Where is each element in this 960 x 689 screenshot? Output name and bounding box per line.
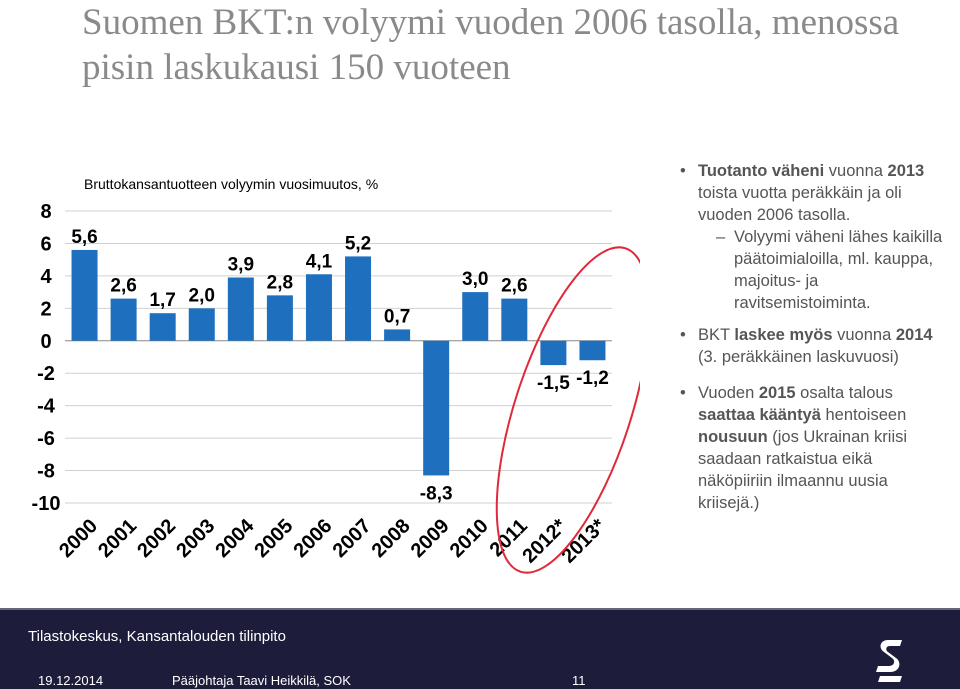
y-tick-label: 2 <box>40 298 52 321</box>
bar <box>189 308 215 340</box>
bar <box>150 313 176 341</box>
footer-date: 19.12.2014 <box>38 673 104 688</box>
bullet-text: (jos Ukrainan kriisi saadaan ratkaistua eikä näköpiiriin ilmaannu uusia kriisejä.) <box>698 428 908 512</box>
x-tick-label: 2002 <box>133 514 181 563</box>
x-tick-label: 2000 <box>55 514 103 563</box>
data-label: 2,6 <box>110 275 137 297</box>
data-label: 4,1 <box>305 251 333 273</box>
data-label: 3,0 <box>462 269 489 291</box>
bullet-text: 2013 <box>887 162 925 180</box>
y-tick-label: -6 <box>37 428 55 451</box>
bullet-text: (3. peräkkäinen laskuvuosi) <box>698 348 899 366</box>
bullet-text: toista vuotta peräkkäin ja oli vuoden 2006 tasolla. <box>698 184 902 224</box>
data-label: 2,0 <box>188 285 215 307</box>
bar <box>423 341 449 476</box>
bullet-text: vuonna <box>824 162 888 180</box>
x-tick-label: 2003 <box>172 514 220 563</box>
y-tick-label: -8 <box>37 460 55 483</box>
footer-presenter: Pääjohtaja Taavi Heikkilä, SOK <box>172 673 351 688</box>
page-title <box>82 0 942 90</box>
page-number: 11 <box>572 673 586 688</box>
title-line-2: pisin laskukausi 150 vuoteen <box>82 47 511 88</box>
bullet-item <box>680 324 950 368</box>
sok-s-logo-icon <box>872 636 908 686</box>
data-label: 5,2 <box>344 233 372 255</box>
x-tick-label: 2004 <box>211 514 259 563</box>
x-tick-label: 2007 <box>328 514 376 563</box>
bar <box>384 329 410 340</box>
bullet-text: hentoiseen <box>820 406 907 424</box>
bullet-text: 2015 <box>758 384 796 402</box>
footer-divider <box>0 608 960 610</box>
bar <box>540 341 566 365</box>
data-label: -8,3 <box>419 483 453 505</box>
bar <box>579 341 605 360</box>
bar <box>111 299 137 341</box>
y-tick-label: -10 <box>31 493 61 515</box>
bullet-text: saattaa kääntyä <box>698 406 821 424</box>
x-tick-label: 2008 <box>367 514 415 563</box>
bullet-item <box>680 160 950 226</box>
y-tick-label: 0 <box>40 330 52 353</box>
sub-bullet <box>680 226 950 314</box>
chart-title: Bruttokansantuotteen volyymin vuosimuutos, % <box>84 176 379 192</box>
bullet-text: vuonna <box>832 326 896 344</box>
bar <box>462 292 488 341</box>
x-tick-label: 2012* <box>518 514 571 568</box>
bar <box>267 295 293 340</box>
y-tick-label: 8 <box>40 201 52 223</box>
bullet-item <box>680 382 950 514</box>
bar <box>228 278 254 341</box>
bullet-list <box>680 160 950 514</box>
data-label: -1,2 <box>576 368 609 390</box>
data-label: 1,7 <box>149 290 176 312</box>
footer-band <box>0 608 960 689</box>
gdp-bar-chart <box>0 165 640 595</box>
y-tick-label: 6 <box>40 233 52 256</box>
bullet-text: Volyymi väheni lähes kaikilla päätoimialoilla, ml. kauppa, majoitus- ja ravitsemistoiminta. <box>734 228 943 312</box>
x-tick-label: 2001 <box>94 514 142 563</box>
bullet-text: laskee myös <box>734 326 833 344</box>
bar <box>501 299 527 341</box>
data-label: 5,6 <box>71 226 98 248</box>
bullet-text: BKT <box>698 326 735 344</box>
bullet-text: Vuoden <box>698 384 759 402</box>
y-tick-label: -2 <box>37 363 55 386</box>
bar <box>306 274 332 341</box>
bar <box>72 250 98 341</box>
bullet-text: 2014 <box>895 326 933 344</box>
bar <box>345 256 371 340</box>
x-tick-label: 2011 <box>485 514 532 562</box>
data-label: 0,7 <box>383 306 411 328</box>
x-tick-label: 2010 <box>445 514 493 563</box>
data-label: 2,8 <box>266 272 294 294</box>
x-tick-label: 2013* <box>557 514 610 568</box>
x-tick-label: 2005 <box>250 514 298 563</box>
y-tick-label: -4 <box>37 395 55 418</box>
title-line-1: Suomen BKT:n volyymi vuoden 2006 tasolla, menossa <box>82 2 900 43</box>
x-tick-label: 2009 <box>406 514 454 563</box>
x-tick-label: 2006 <box>289 514 337 563</box>
bullet-text: osalta talous <box>795 384 893 402</box>
data-label: 2,6 <box>501 275 528 297</box>
source-note: Tilastokeskus, Kansantalouden tilinpito <box>28 628 286 645</box>
data-label: 3,9 <box>227 254 255 276</box>
bullet-text: Tuotanto väheni <box>698 162 825 180</box>
data-label: -1,5 <box>537 373 570 395</box>
y-tick-label: 4 <box>40 265 52 288</box>
bullet-text: nousuun <box>698 428 768 446</box>
